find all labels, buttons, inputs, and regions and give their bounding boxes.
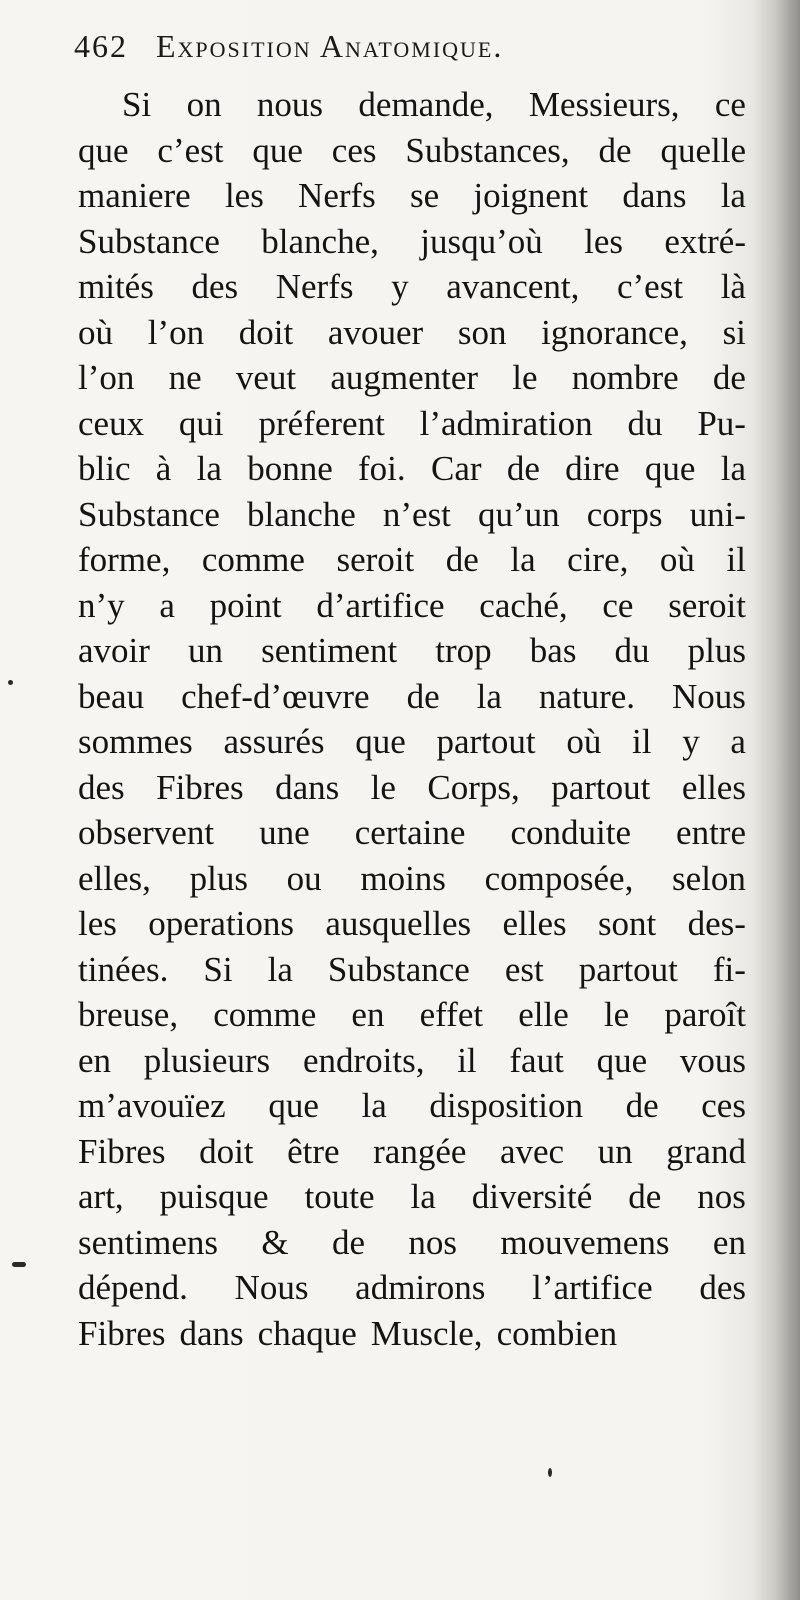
text-line: les operations ausquelles elles sont des- [78,904,746,943]
text-line: sommes assurés que partout où il y a [78,722,746,761]
text-line: en plusieurs endroits, il faut que vous [78,1040,746,1080]
text-line: Substance blanche n’est qu’un corps uni- [78,494,746,534]
text-line: beau chef-d’œuvre de la nature. Nous [78,676,746,716]
text-line: Substance blanche, jusqu’où les extré- [78,221,746,261]
running-header [74,28,503,65]
text-line: breuse, comme en effet elle le paroît [78,995,746,1034]
ink-speck [548,1468,552,1477]
text-line: blic à la bonne foi. Car de dire que la [78,449,746,488]
page-number: 462 [74,28,128,64]
text-line: avoir un sentiment trop bas du plus [78,631,746,670]
text-line: des Fibres dans le Corps, partout elles [78,767,746,807]
text-line: ceux qui préferent l’admiration du Pu- [78,403,746,443]
text-line: Fibres dans chaque Muscle, combien [78,1313,618,1353]
text-line: sentimens & de nos mouvemens en [78,1222,746,1262]
body-paragraph [78,82,746,1356]
ink-speck [8,680,13,685]
running-title: Exposition Anatomique. [156,28,504,64]
text-line: Si on nous demande, Messieurs, ce [122,85,746,124]
text-line: l’on ne veut augmenter le nombre de [78,358,746,397]
text-line: art, puisque toute la diversité de nos [78,1177,746,1216]
text-line: Fibres doit être rangée avec un grand [78,1131,746,1171]
text-line: observent une certaine conduite entre [78,813,746,852]
ink-speck [12,1262,26,1267]
text-line: tinées. Si la Substance est partout fi- [78,949,746,989]
text-line: dépend. Nous admirons l’artifice des [78,1268,746,1307]
text-line: n’y a point d’artifice caché, ce seroit [78,585,746,625]
text-line: où l’on doit avouer son ignorance, si [78,312,746,352]
text-line: elles, plus ou moins composée, selon [78,858,746,898]
text-line: mités des Nerfs y avancent, c’est là [78,267,746,306]
text-line: forme, comme seroit de la cire, où il [78,540,746,579]
text-line: maniere les Nerfs se joignent dans la [78,176,746,215]
text-line: que c’est que ces Substances, de quelle [78,130,746,170]
text-line: m’avouïez que la disposition de ces [78,1086,746,1125]
